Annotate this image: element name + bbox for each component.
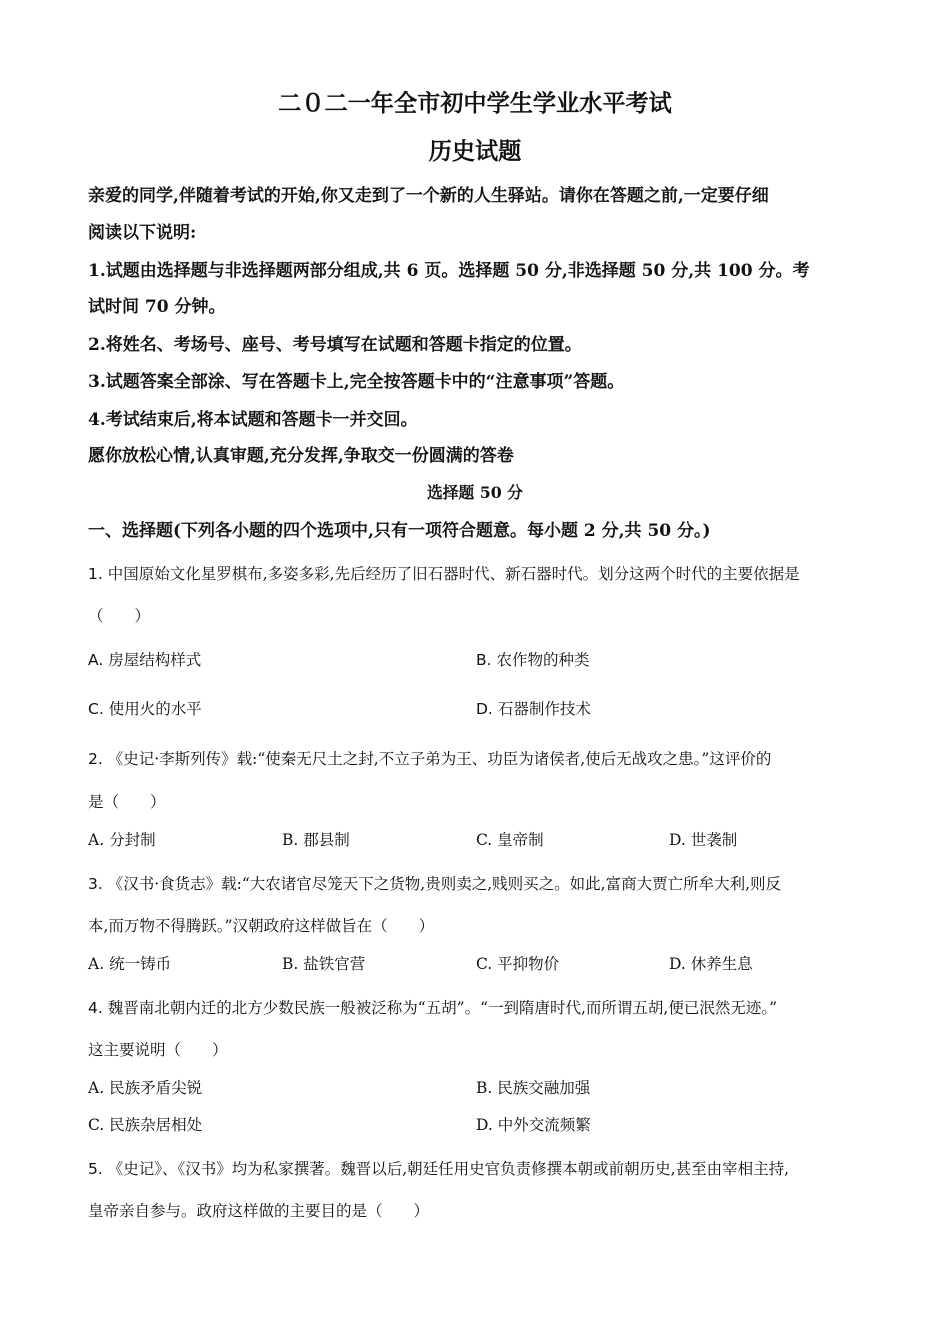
question-1-line-2: （ ）	[88, 607, 151, 625]
rule-4: 4.考试结束后,将本试题和答题卡一并交回。	[88, 410, 418, 430]
question-text: 《史记》、《汉书》均为私家撰著。魏晋以后,朝廷任用史官负责修撰本朝或前朝历史,甚至由宰相主持,	[107, 1160, 790, 1178]
rule-2: 2.将姓名、考场号、座号、考号填写在试题和答题卡指定的位置。	[88, 335, 582, 355]
question-4-option-a: A. 民族矛盾尖锐	[88, 1079, 203, 1097]
question-4-option-b: B. 民族交融加强	[476, 1079, 591, 1097]
section-heading: 选择题 50 分	[427, 483, 523, 502]
question-3-line-1	[88, 872, 781, 894]
rule-3: 3.试题答案全部涂、写在答题卡上,完全按答题卡中的“注意事项”答题。	[88, 372, 625, 392]
exam-subtitle: 历史试题	[428, 138, 522, 165]
question-text: 《史记·李斯列传》载:“使秦无尺土之封,不立子弟为王、功臣为诸侯者,使后无战攻之患。”这评价的	[107, 750, 772, 768]
question-2-option-c: C. 皇帝制	[476, 831, 544, 849]
question-number: 2.	[88, 750, 103, 768]
intro-line-1: 亲爱的同学,伴随着考试的开始,你又走到了一个新的人生驿站。请你在答题之前,一定要仔细	[88, 186, 769, 206]
question-3-option-c: C. 平抑物价	[476, 955, 560, 973]
question-1-line-1	[88, 562, 800, 584]
wish-line: 愿你放松心情,认真审题,充分发挥,争取交一份圆满的答卷	[88, 446, 514, 466]
question-2-line-2: 是（ ）	[88, 793, 166, 811]
question-text: 中国原始文化星罗棋布,多姿多彩,先后经历了旧石器时代、新石器时代。划分这两个时代的主要依据是	[107, 565, 800, 583]
section-instruction: 一、选择题(下列各小题的四个选项中,只有一项符合题意。每小题 2 分,共 50 分。)	[88, 521, 711, 541]
question-1-option-d: D. 石器制作技术	[476, 700, 591, 718]
question-number: 3.	[88, 875, 103, 893]
rule-1-line-2: 试时间 70 分钟。	[88, 297, 226, 317]
question-text: 《汉书·食货志》载:“大农诸官尽笼天下之货物,贵则卖之,贱则买之。如此,富商大贾亡所牟大利,则反	[107, 875, 782, 893]
question-text: 魏晋南北朝内迁的北方少数民族一般被泛称为“五胡”。“一到隋唐时代,而所谓五胡,便已泯然无迹。”	[107, 999, 778, 1017]
question-2-option-b: B. 郡县制	[282, 831, 350, 849]
question-1-option-b: B. 农作物的种类	[476, 651, 590, 669]
intro-line-2: 阅读以下说明:	[88, 223, 197, 243]
question-3-option-a: A. 统一铸币	[88, 955, 172, 973]
question-4-line-1	[88, 996, 777, 1018]
question-5-line-2: 皇帝亲自参与。政府这样做的主要目的是（ ）	[88, 1202, 430, 1220]
question-2-line-1	[88, 747, 771, 769]
question-2-option-d: D. 世袭制	[669, 831, 738, 849]
question-number: 5.	[88, 1160, 103, 1178]
question-3-option-b: B. 盐铁官营	[282, 955, 366, 973]
question-3-option-d: D. 休养生息	[669, 955, 753, 973]
question-1-option-a: A. 房屋结构样式	[88, 651, 202, 669]
question-2-option-a: A. 分封制	[88, 831, 156, 849]
question-number: 4.	[88, 999, 103, 1017]
question-4-option-c: C. 民族杂居相处	[88, 1116, 203, 1134]
question-1-option-c: C. 使用火的水平	[88, 700, 202, 718]
question-number: 1.	[88, 565, 103, 583]
rule-1-line-1: 1.试题由选择题与非选择题两部分组成,共 6 页。选择题 50 分,非选择题 50 分,共 100 分。考	[88, 261, 810, 281]
question-3-line-2: 本,而万物不得腾跃。”汉朝政府这样做旨在（ ）	[88, 917, 435, 935]
question-5-line-1	[88, 1157, 789, 1179]
question-4-option-d: D. 中外交流频繁	[476, 1116, 591, 1134]
exam-title: 二０二一年全市初中学生学业水平考试	[278, 90, 672, 117]
question-4-line-2: 这主要说明（ ）	[88, 1041, 228, 1059]
